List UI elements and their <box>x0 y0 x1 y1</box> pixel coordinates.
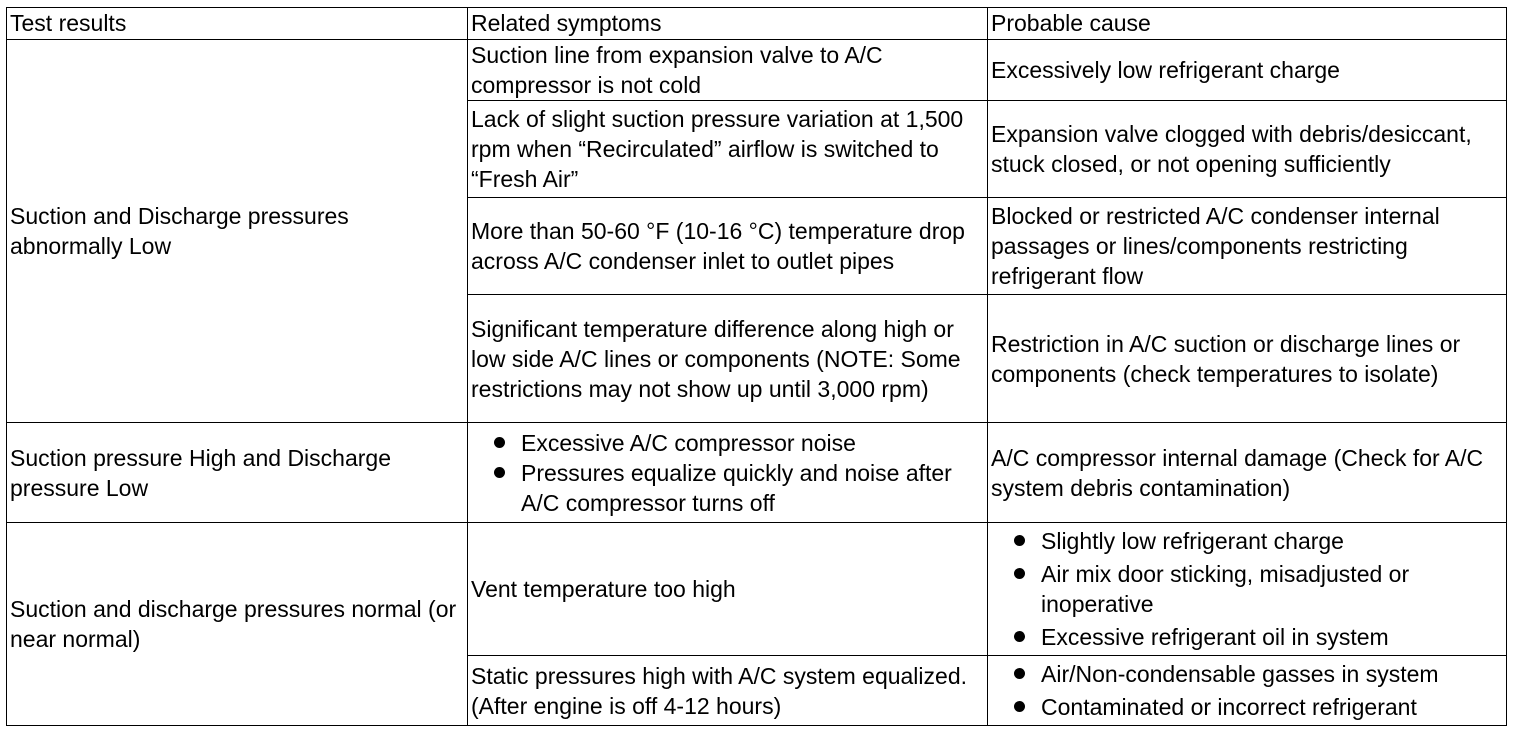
list-item: Slightly low refrigerant charge <box>991 526 1503 556</box>
symptom-cell: Suction line from expansion valve to A/C compressor is not cold <box>468 40 988 101</box>
cause-cell: Excessively low refrigerant charge <box>988 40 1507 101</box>
cause-cell: A/C compressor internal damage (Check for A/C system debris contamination) <box>988 423 1507 523</box>
header-related-symptoms: Related symptoms <box>468 8 988 40</box>
symptom-cell: Significant temperature difference along high or low side A/C lines or components (NOTE: Some restrictions may not show up until 3,000 rpm) <box>468 295 988 423</box>
cause-cell: Blocked or restricted A/C condenser internal passages or lines/components restricting refrigerant flow <box>988 198 1507 295</box>
symptom-list-cell <box>468 423 988 523</box>
cause-list-cell <box>988 523 1507 656</box>
diagnosis-table <box>6 7 1507 726</box>
header-test-results: Test results <box>7 8 468 40</box>
table-row <box>7 423 1507 523</box>
header-row <box>7 8 1507 40</box>
test-result-cell: Suction pressure High and Discharge pressure Low <box>7 423 468 523</box>
test-result-cell: Suction and Discharge pressures abnormally Low <box>7 40 468 423</box>
cause-cell: Expansion valve clogged with debris/desiccant, stuck closed, or not opening sufficiently <box>988 101 1507 198</box>
cause-list <box>991 526 1503 652</box>
test-result-cell: Suction and discharge pressures normal (or near normal) <box>7 523 468 726</box>
table-row <box>7 40 1507 101</box>
list-item: Excessive A/C compressor noise <box>471 428 984 458</box>
list-item: Excessive refrigerant oil in system <box>991 622 1503 652</box>
cause-cell: Restriction in A/C suction or discharge lines or components (check temperatures to isolate) <box>988 295 1507 423</box>
symptom-cell: Vent temperature too high <box>468 523 988 656</box>
list-item: Air mix door sticking, misadjusted or inoperative <box>991 559 1503 619</box>
symptom-cell: Static pressures high with A/C system equalized. (After engine is off 4-12 hours) <box>468 656 988 726</box>
table-row <box>7 523 1507 656</box>
cause-list-cell <box>988 656 1507 726</box>
list-item: Pressures equalize quickly and noise after A/C compressor turns off <box>471 458 984 518</box>
header-probable-cause: Probable cause <box>988 8 1507 40</box>
list-item: Contaminated or incorrect refrigerant <box>991 692 1503 722</box>
symptom-cell: More than 50-60 °F (10-16 °C) temperature drop across A/C condenser inlet to outlet pipes <box>468 198 988 295</box>
symptom-cell: Lack of slight suction pressure variation at 1,500 rpm when “Recirculated” airflow is switched to “Fresh Air” <box>468 101 988 198</box>
list-item: Air/Non-condensable gasses in system <box>991 659 1503 689</box>
symptom-list <box>471 428 984 518</box>
cause-list <box>991 659 1503 722</box>
